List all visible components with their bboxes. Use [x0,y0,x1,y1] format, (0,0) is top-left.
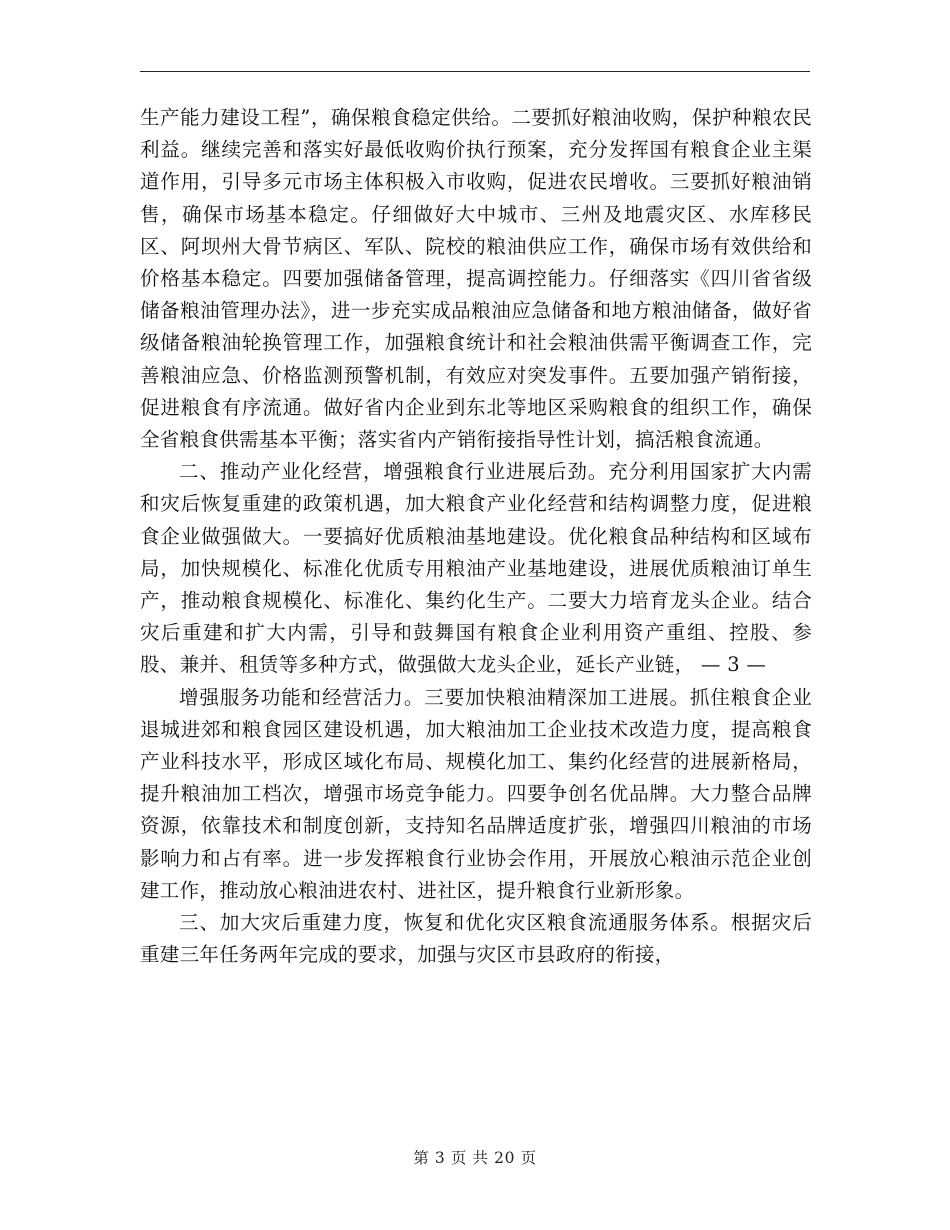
header-rule [140,71,810,72]
page-number-footer: 第 3 页 共 20 页 [413,1149,537,1167]
paragraph-3: 增强服务功能和经营活力。三要加快粮油精深加工进展。抓住粮食企业退城进郊和粮食园区建设机遇，加大粮油加工企业技术改造力度，提高粮食产业科技水平，形成区域化布局、规模化加工、集约化经营的进展新格局，提升粮油加工档次，增强市场竞争能力。四要争创名优品牌。大力整合品牌资源，依靠技术和制度创新，支持知名品牌适度扩张，增强四川粮油的市场影响力和占有率。进一步发挥粮食行业协会作用，开展放心粮油示范企业创建工作，推动放心粮油进农村、进社区，提升粮食行业新形象。 [140,685,812,902]
paragraph-4: 三、加大灾后重建力度，恢复和优化灾区粮食流通服务体系。根据灾后重建三年任务两年完成的要求，加强与灾区市县政府的衔接， [140,911,812,967]
document-body [140,102,812,971]
paragraph-1: 生产能力建设工程”，确保粮食稳定供给。二要抓好粮油收购，保护种粮农民利益。继续完善和落实好最低收购价执行预案，充分发挥国有粮食企业主渠道作用，引导多元市场主体积极入市收购，促进农民增收。三要抓好粮油销售，确保市场基本稳定。仔细做好大中城市、三州及地震灾区、水库移民区、阿坝州大骨节病区、军队、院校的粮油供应工作，确保市场有效供给和价格基本稳定。四要加强储备管理，提高调控能力。仔细落实《四川省省级储备粮油管理办法》，进一步充实成品粮油应急储备和地方粮油储备，做好省级储备粮油轮换管理工作，加强粮食统计和社会粮油供需平衡调查工作，完善粮油应急、价格监测预警机制，有效应对突发事件。五要加强产销衔接，促进粮食有序流通。做好省内企业到东北等地区采购粮食的组织工作，确保全省粮食供需基本平衡；落实省内产销衔接指导性计划，搞活粮食流通。 [140,106,812,452]
paragraph-2: 二、推动产业化经营，增强粮食行业进展后劲。充分利用国家扩大内需和灾后恢复重建的政策机遇，加大粮食产业化经营和结构调整力度，促进粮食企业做强做大。一要搞好优质粮油基地建设。优化粮食品种结构和区域布局，加快规模化、标准化优质专用粮油产业基地建设，进展优质粮油订单生产，推动粮食规模化、标准化、集约化生产。二要大力培育龙头企业。结合灾后重建和扩大内需，引导和鼓舞国有粮食企业利用资产重组、控股、参股、兼并、租赁等多种方式，做强做大龙头企业，延长产业链， — 3 — [140,460,812,677]
